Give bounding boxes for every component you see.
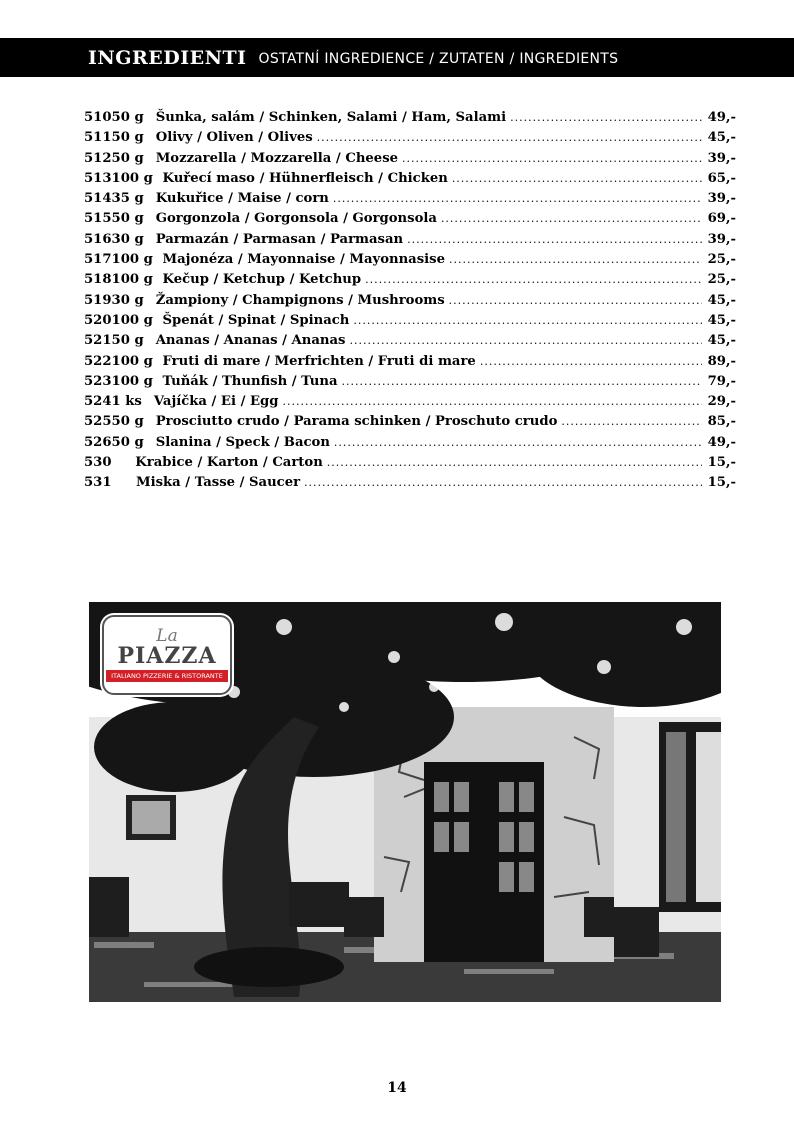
menu-item-row <box>84 211 736 231</box>
dot-leader <box>402 152 702 165</box>
logo-tagline: ITALIANO PIZZERIE & RISTORANTE <box>106 670 228 682</box>
menu-item-row <box>84 354 736 374</box>
dot-leader <box>283 395 703 408</box>
item-weight: 50 g <box>111 414 144 430</box>
menu-item-row <box>84 455 736 475</box>
item-code: 524 <box>84 394 112 410</box>
item-code: 511 <box>84 130 112 146</box>
item-weight: 100 g <box>111 312 153 328</box>
menu-item-row <box>84 171 736 191</box>
item-weight: 30 g <box>111 292 144 308</box>
menu-item-row <box>84 394 736 414</box>
item-price: 29,- <box>707 394 736 410</box>
item-price: 39,- <box>707 231 736 247</box>
page-subtitle: OSTATNÍ INGREDIENCE / ZUTATEN / INGREDIENTS <box>258 51 619 67</box>
item-price: 25,- <box>707 252 736 268</box>
item-name: Kuřecí maso / Hühnerfleisch / Chicken <box>162 170 448 186</box>
menu-item-row <box>84 435 736 455</box>
item-price: 65,- <box>707 170 736 186</box>
item-code: 516 <box>84 231 112 247</box>
menu-item-row <box>84 414 736 434</box>
item-price: 79,- <box>707 373 736 389</box>
page-title: INGREDIENTI <box>88 46 247 69</box>
logo-piazza-text: PIAZZA <box>117 643 217 669</box>
item-code: 531 <box>84 475 112 491</box>
ingredients-list <box>84 110 736 496</box>
item-price: 69,- <box>707 211 736 227</box>
item-weight: 100 g <box>111 170 153 186</box>
item-price: 25,- <box>707 272 736 288</box>
item-weight: 50 g <box>111 434 144 450</box>
item-name: Vajíčka / Ei / Egg <box>153 394 279 410</box>
item-code: 521 <box>84 333 112 349</box>
item-price: 39,- <box>707 150 736 166</box>
dot-leader <box>353 314 702 327</box>
item-weight: 50 g <box>111 130 144 146</box>
dot-leader <box>510 111 702 124</box>
item-name: Fruti di mare / Merfrichten / Fruti di mare <box>162 353 476 369</box>
item-price: 45,- <box>707 292 736 308</box>
item-name: Špenát / Spinat / Spinach <box>162 312 350 328</box>
item-name: Gorgonzola / Gorgonsola / Gorgonsola <box>155 211 437 227</box>
menu-item-row <box>84 374 736 394</box>
dot-leader <box>452 172 702 185</box>
menu-item-row <box>84 475 736 495</box>
item-price: 39,- <box>707 191 736 207</box>
dot-leader <box>317 131 702 144</box>
item-weight: 30 g <box>111 231 144 247</box>
dot-leader <box>407 233 702 246</box>
item-weight: 50 g <box>111 211 144 227</box>
item-name: Krabice / Karton / Carton <box>135 455 323 471</box>
item-weight: 50 g <box>111 150 144 166</box>
dot-leader <box>333 192 702 205</box>
item-weight: 50 g <box>111 333 144 349</box>
item-code: 522 <box>84 353 112 369</box>
item-price: 49,- <box>707 110 736 125</box>
item-name: Majonéza / Mayonnaise / Mayonnasise <box>162 252 445 268</box>
item-price: 45,- <box>707 333 736 349</box>
item-price: 45,- <box>707 312 736 328</box>
menu-item-row <box>84 293 736 313</box>
dot-leader <box>349 334 702 347</box>
item-weight: 100 g <box>111 373 153 389</box>
item-name: Šunka, salám / Schinken, Salami / Ham, Salami <box>155 110 507 125</box>
item-code: 510 <box>84 110 112 125</box>
dot-leader <box>480 355 702 368</box>
dot-leader <box>449 294 702 307</box>
menu-item-row <box>84 252 736 272</box>
item-name: Miska / Tasse / Saucer <box>135 475 301 491</box>
dot-leader <box>304 476 702 489</box>
item-weight: 100 g <box>111 272 153 288</box>
item-name: Tuňák / Thunfish / Tuna <box>162 373 338 389</box>
item-code: 513 <box>84 170 112 186</box>
item-price: 15,- <box>707 475 736 491</box>
item-price: 15,- <box>707 455 736 471</box>
item-code: 514 <box>84 191 112 207</box>
item-code: 519 <box>84 292 112 308</box>
item-code: 530 <box>84 455 112 471</box>
dot-leader <box>441 212 702 225</box>
item-code: 517 <box>84 252 112 268</box>
menu-item-row <box>84 333 736 353</box>
item-name: Slanina / Speck / Bacon <box>155 434 330 450</box>
page-number: 14 <box>387 1080 407 1096</box>
item-price: 89,- <box>707 353 736 369</box>
item-name: Parmazán / Parmasan / Parmasan <box>155 231 404 247</box>
logo-la-text: La <box>156 626 178 646</box>
item-code: 523 <box>84 373 112 389</box>
menu-item-row <box>84 191 736 211</box>
dot-leader <box>342 375 703 388</box>
item-weight: 50 g <box>111 110 144 125</box>
item-name: Mozzarella / Mozzarella / Cheese <box>155 150 399 166</box>
dot-leader <box>365 273 702 286</box>
item-price: 49,- <box>707 434 736 450</box>
restaurant-photo <box>84 597 726 1007</box>
menu-item-row <box>84 272 736 292</box>
menu-item-row <box>84 313 736 333</box>
item-name: Prosciutto crudo / Parama schinken / Proschuto crudo <box>155 414 558 430</box>
menu-item-row <box>84 232 736 252</box>
item-price: 85,- <box>707 414 736 430</box>
dot-leader <box>334 436 702 449</box>
item-weight: 1 ks <box>111 394 142 410</box>
item-name: Ananas / Ananas / Ananas <box>155 333 346 349</box>
dot-leader <box>327 456 702 469</box>
item-name: Kečup / Ketchup / Ketchup <box>162 272 362 288</box>
item-name: Olivy / Oliven / Olives <box>155 130 313 146</box>
item-weight: 100 g <box>111 252 153 268</box>
item-code: 512 <box>84 150 112 166</box>
item-code: 518 <box>84 272 112 288</box>
la-piazza-logo <box>102 615 232 695</box>
page-header <box>0 38 794 77</box>
dot-leader <box>449 253 702 266</box>
item-code: 520 <box>84 312 112 328</box>
menu-item-row <box>84 110 736 130</box>
menu-item-row <box>84 130 736 150</box>
item-code: 515 <box>84 211 112 227</box>
dot-leader <box>561 415 702 428</box>
item-code: 526 <box>84 434 112 450</box>
item-code: 525 <box>84 414 112 430</box>
menu-item-row <box>84 151 736 171</box>
item-weight: 35 g <box>111 191 144 207</box>
item-weight: 100 g <box>111 353 153 369</box>
item-name: Žampiony / Champignons / Mushrooms <box>155 292 445 308</box>
item-price: 45,- <box>707 130 736 146</box>
item-name: Kukuřice / Maise / corn <box>155 191 329 207</box>
